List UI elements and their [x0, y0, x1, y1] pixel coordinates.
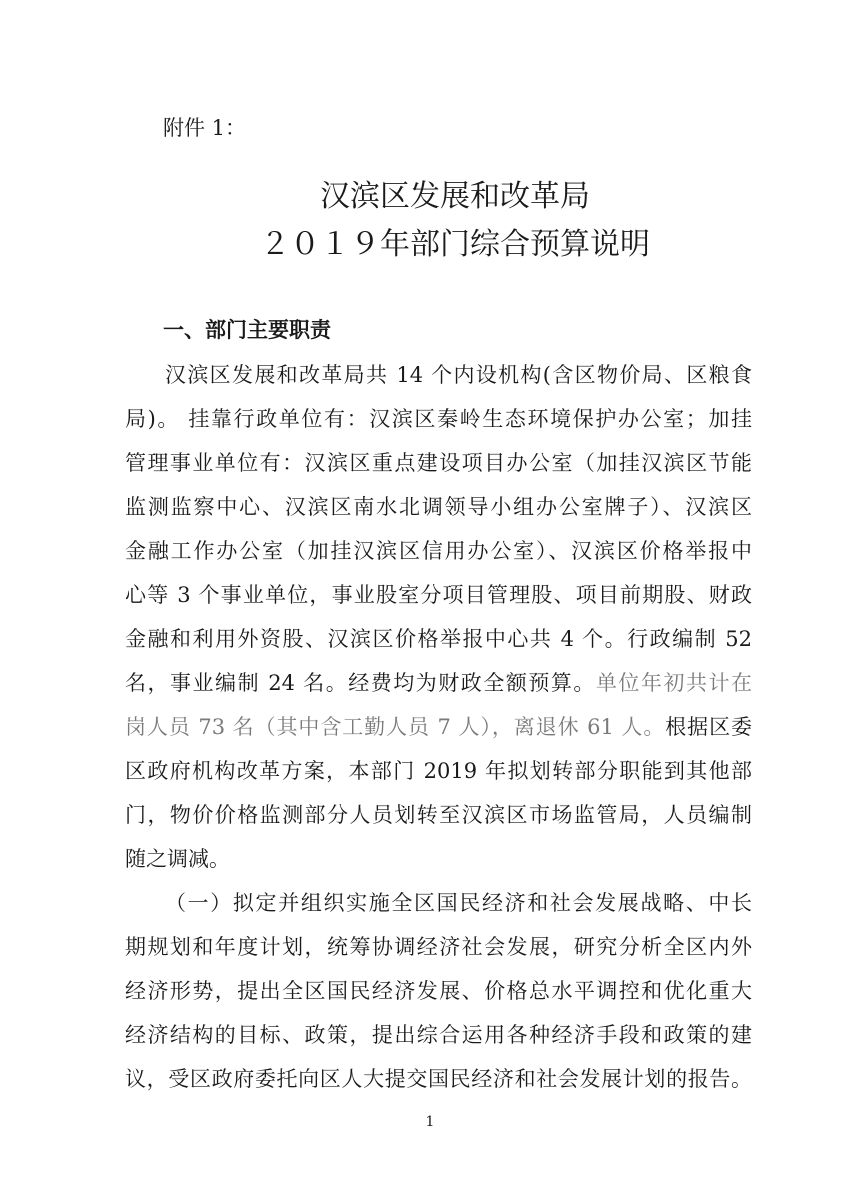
- paragraph-line: [125, 1013, 752, 1057]
- muted-text-segment: 岗人员 73 名（其中含工勤人员 7 人），离退休 61 人。: [125, 715, 666, 739]
- document-title: 汉滨区发展和改革局: [320, 179, 590, 214]
- paragraph-line: [125, 837, 752, 881]
- paragraph-line: [125, 925, 752, 969]
- text-segment: 局)。 挂靠行政单位有：汉滨区秦岭生态环境保护办公室；加挂: [125, 407, 752, 431]
- paragraph-line: [125, 881, 752, 925]
- paragraph-line: [125, 441, 752, 485]
- page-number: 1: [425, 1114, 435, 1130]
- document-subtitle: ２０１９年部门综合预算说明: [260, 227, 650, 262]
- paragraph-line: [125, 397, 752, 441]
- paragraph-line: [125, 617, 752, 661]
- body-text: [125, 353, 752, 1101]
- paragraph-line: [125, 529, 752, 573]
- muted-text-segment: 单位年初共计在: [595, 671, 752, 695]
- text-segment: 区政府机构改革方案，本部门 2019 年拟划转部分职能到其他部: [125, 759, 752, 783]
- text-segment: 随之调减。: [125, 847, 230, 871]
- section-heading: 一、部门主要职责: [163, 317, 331, 342]
- paragraph-line: [125, 705, 752, 749]
- paragraph-line: [125, 749, 752, 793]
- paragraph-line: [125, 1057, 752, 1101]
- text-segment: 名，事业编制 24 名。经费均为财政全额预算。: [125, 671, 596, 695]
- text-segment: 门，物价价格监测部分人员划转至汉滨区市场监管局，人员编制: [125, 803, 752, 827]
- paragraph-line: [125, 353, 752, 397]
- text-segment: 议，受区政府委托向区人大提交国民经济和社会发展计划的报告。: [125, 1067, 752, 1091]
- paragraph-line: [125, 969, 752, 1013]
- text-segment: （一）拟定并组织实施全区国民经济和社会发展战略、中长: [165, 891, 752, 915]
- text-segment: 监测监察中心、汉滨区南水北调领导小组办公室牌子）、汉滨区: [125, 495, 752, 519]
- text-segment: 根据区委: [665, 715, 753, 739]
- text-segment: 金融和利用外资股、汉滨区价格举报中心共 4 个。行政编制 52: [125, 627, 752, 651]
- text-segment: 经济形势，提出全区国民经济发展、价格总水平调控和优化重大: [125, 979, 752, 1003]
- paragraph-line: [125, 793, 752, 837]
- attachment-label: 附件 1：: [163, 116, 247, 140]
- paragraph-line: [125, 573, 752, 617]
- text-segment: 汉滨区发展和改革局共 14 个内设机构(含区物价局、区粮食: [165, 363, 752, 387]
- paragraph-line: [125, 661, 752, 705]
- text-segment: 管理事业单位有：汉滨区重点建设项目办公室（加挂汉滨区节能: [125, 451, 752, 475]
- paragraph-line: [125, 485, 752, 529]
- text-segment: 金融工作办公室（加挂汉滨区信用办公室）、汉滨区价格举报中: [125, 539, 752, 563]
- text-segment: 心等 3 个事业单位，事业股室分项目管理股、项目前期股、财政: [125, 583, 752, 607]
- text-segment: 期规划和年度计划，统筹协调经济社会发展，研究分析全区内外: [125, 935, 752, 959]
- text-segment: 经济结构的目标、政策，提出综合运用各种经济手段和政策的建: [125, 1023, 752, 1047]
